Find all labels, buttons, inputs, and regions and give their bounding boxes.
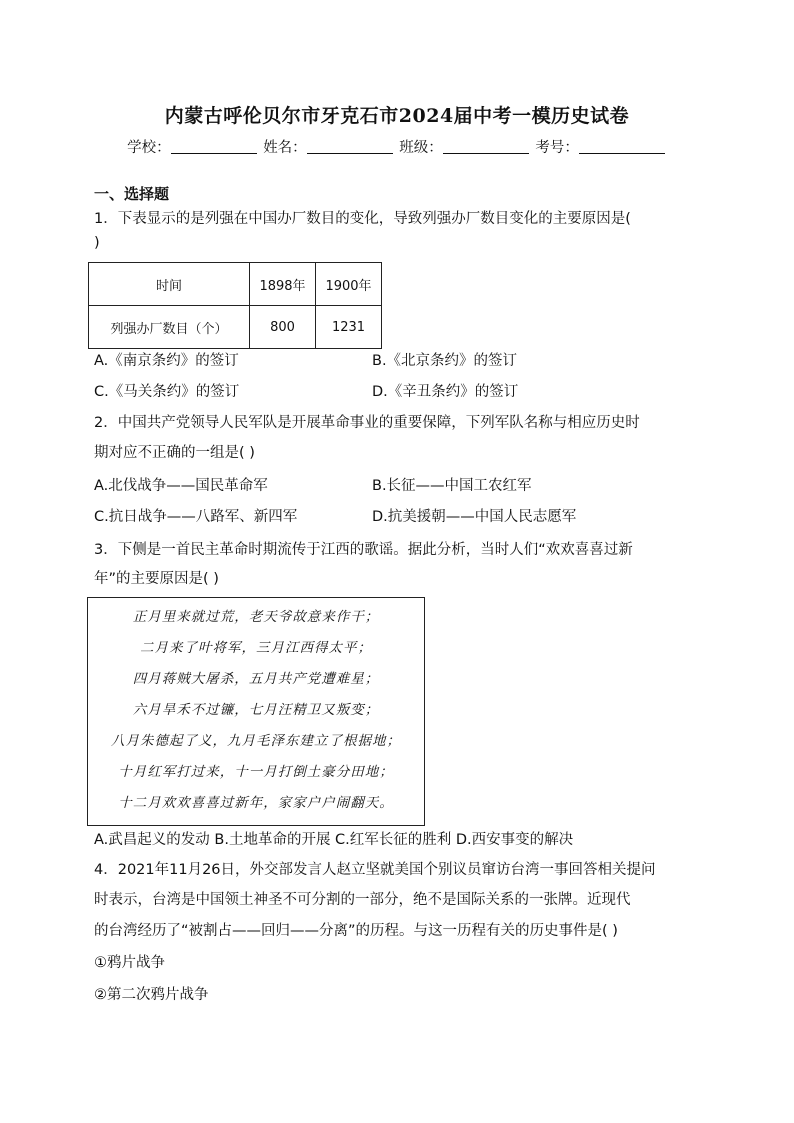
q2-option-a[interactable]: A.北伐战争——国民革命军: [94, 478, 268, 494]
q3-stem-line2: 年”的主要原因是( ): [94, 571, 219, 587]
q1-table-data-row: [89, 306, 382, 349]
q2-option-d[interactable]: D.抗美援朝——中国人民志愿军: [372, 509, 577, 525]
q1-option-c[interactable]: C.《马关条约》的签订: [94, 384, 240, 400]
q1-table-cell: 1898年: [250, 263, 316, 306]
name-blank[interactable]: [307, 139, 393, 154]
q4-item-1[interactable]: ①鸦片战争: [94, 955, 165, 971]
q1-table-cell: 800: [250, 306, 316, 349]
song-line: 二月来了叶将军，三月江西得太平；: [140, 640, 372, 656]
song-line: 正月里来就过荒，老天爷故意来作干；: [132, 609, 380, 625]
q1-table-cell: 时间: [89, 263, 250, 306]
q1-table-cell: 列强办厂数目（个）: [89, 306, 250, 349]
q2-stem-line1: 2．中国共产党领导人民军队是开展革命事业的重要保障，下列军队名称与相应历史时: [94, 415, 640, 431]
q1-option-a[interactable]: A.《南京条约》的签订: [94, 353, 239, 369]
q2-option-c[interactable]: C.抗日战争——八路军、新四军: [94, 509, 298, 525]
school-label: 学校：: [127, 140, 171, 156]
name-label: 姓名：: [263, 140, 307, 156]
q4-item-2[interactable]: ②第二次鸦片战争: [94, 987, 209, 1003]
q1-stem-line2: ): [94, 235, 100, 251]
q1-option-b[interactable]: B.《北京条约》的签订: [372, 353, 518, 369]
q1-stem-line1: 1．下表显示的是列强在中国办厂数目的变化，导致列强办厂数目变化的主要原因是(: [94, 211, 631, 227]
q2-option-b[interactable]: B.长征——中国工农红军: [372, 478, 532, 494]
song-line: 十月红军打过来，十一月打倒土豪分田地；: [118, 764, 394, 780]
q3-song-box: [87, 597, 425, 826]
class-blank[interactable]: [443, 139, 529, 154]
q3-stem-line1: 3．下侧是一首民主革命时期流传于江西的歌谣。据此分析，当时人们“欢欢喜喜过新: [94, 542, 633, 558]
song-line: 四月蒋贼大屠杀，五月共产党遭难星；: [132, 671, 380, 687]
song-line: 六月旱禾不过镰，七月汪精卫又叛变；: [132, 702, 380, 718]
school-blank[interactable]: [171, 139, 257, 154]
q4-stem-line2: 时表示，台湾是中国领土神圣不可分割的一部分，绝不是国际关系的一张牌。近现代: [94, 892, 631, 908]
exam-title: 内蒙古呼伦贝尔市牙克石市2024届中考一模历史试卷: [164, 105, 630, 127]
student-info-row: [0, 136, 794, 157]
number-label: 考号：: [535, 140, 579, 156]
song-line: 十二月欢欢喜喜过新年，家家户户闹翻天。: [118, 795, 394, 811]
q3-options[interactable]: A.武昌起义的发动 B.土地革命的开展 C.红军长征的胜利 D.西安事变的解决: [94, 832, 574, 848]
q1-table: [88, 262, 382, 349]
class-label: 班级：: [399, 140, 443, 156]
q1-option-d[interactable]: D.《辛丑条约》的签订: [372, 384, 519, 400]
number-blank[interactable]: [579, 139, 665, 154]
q1-table-cell: 1231: [316, 306, 382, 349]
q4-stem-line3: 的台湾经历了“被割占——回归——分离”的历程。与这一历程有关的历史事件是( ): [94, 923, 618, 939]
q4-stem-line1: 4．2021年11月26日，外交部发言人赵立坚就美国个别议员窜访台湾一事回答相关提问: [94, 862, 656, 878]
q1-table-header-row: [89, 263, 382, 306]
q2-stem-line2: 期对应不正确的一组是( ): [94, 445, 255, 461]
q1-table-cell: 1900年: [316, 263, 382, 306]
song-line: 八月朱德起了义，九月毛泽东建立了根据地；: [111, 733, 401, 749]
section-heading: 一、选择题: [94, 185, 170, 203]
